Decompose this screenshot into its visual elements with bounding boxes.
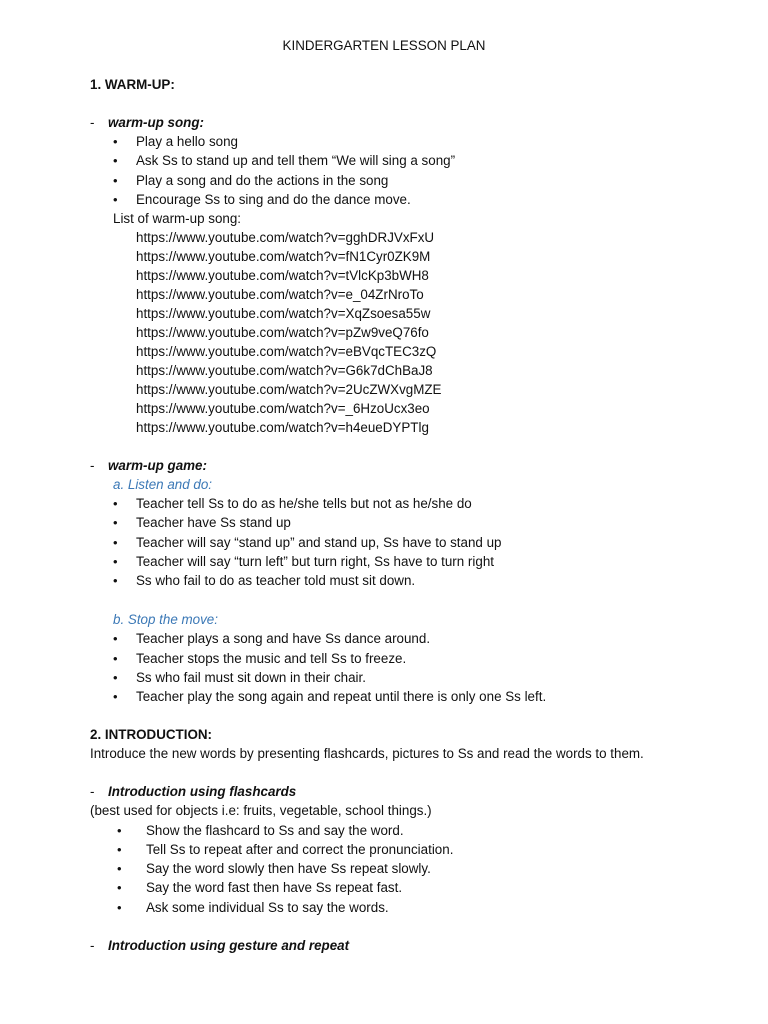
list-label: List of warm-up song: [113, 211, 242, 226]
list-item-text: Encourage Ss to sing and do the dance move. [136, 192, 411, 207]
list-item-text: Play a song and do the actions in the song [136, 173, 389, 188]
list-item-text: Teacher play the song again and repeat until there is only one Ss left. [136, 689, 547, 704]
song-link[interactable]: https://www.youtube.com/watch?v=e_04ZrNroTo [136, 287, 424, 302]
bullet-icon: • [113, 496, 118, 511]
bullet-icon: • [113, 689, 118, 704]
list-item-text: Show the flashcard to Ss and say the word. [146, 823, 404, 838]
bullet-icon: • [113, 153, 118, 168]
bullet-icon: • [113, 535, 118, 550]
paragraph-intro: Introduce the new words by presenting flashcards, pictures to Ss and read the words to them. [90, 746, 644, 761]
bullet-icon: • [113, 192, 118, 207]
bullet-icon: • [117, 880, 122, 895]
list-item-text: Ask Ss to stand up and tell them “We will sing a song” [136, 153, 456, 168]
list-item-text: Teacher have Ss stand up [136, 515, 291, 530]
list-item-text: Ss who fail to do as teacher told must sit down. [136, 573, 416, 588]
bullet-icon: • [117, 900, 122, 915]
list-item-text: Teacher tell Ss to do as he/she tells but not as he/she do [136, 496, 472, 511]
song-link[interactable]: https://www.youtube.com/watch?v=_6HzoUcx3eo [136, 401, 430, 416]
list-item-text: Teacher plays a song and have Ss dance around. [136, 631, 431, 646]
subsection-listen-and-do: a. Listen and do: [113, 477, 213, 492]
bullet-icon: • [113, 573, 118, 588]
list-item-text: Ask some individual Ss to say the words. [146, 900, 389, 915]
bullet-icon: • [113, 670, 118, 685]
bullet-icon: • [117, 861, 122, 876]
bullet-icon: • [113, 173, 118, 188]
song-link[interactable]: https://www.youtube.com/watch?v=G6k7dChBaJ8 [136, 363, 433, 378]
song-link[interactable]: https://www.youtube.com/watch?v=fN1Cyr0ZK9M [136, 249, 431, 264]
subheading-flashcards: Introduction using flashcards [108, 784, 297, 799]
list-item-text: Teacher stops the music and tell Ss to freeze. [136, 651, 407, 666]
list-item-text: Teacher will say “stand up” and stand up, Ss have to stand up [136, 535, 502, 550]
note-text: (best used for objects i.e: fruits, vegetable, school things.) [90, 803, 432, 818]
subheading-gesture: Introduction using gesture and repeat [108, 938, 350, 953]
dash-marker: - [90, 938, 95, 953]
song-link[interactable]: https://www.youtube.com/watch?v=h4eueDYPTlg [136, 420, 429, 435]
song-link[interactable]: https://www.youtube.com/watch?v=XqZsoesa55w [136, 306, 431, 321]
section-heading-introduction: 2. INTRODUCTION: [90, 727, 212, 742]
section-heading-warmup: 1. WARM-UP: [90, 77, 175, 92]
dash-marker: - [90, 458, 95, 473]
list-item-text: Say the word slowly then have Ss repeat slowly. [146, 861, 431, 876]
list-item-text: Teacher will say “turn left” but turn right, Ss have to turn right [136, 554, 494, 569]
page-title: KINDERGARTEN LESSON PLAN [282, 38, 486, 53]
list-item-text: Tell Ss to repeat after and correct the pronunciation. [146, 842, 454, 857]
bullet-icon: • [113, 515, 118, 530]
list-item-text: Say the word fast then have Ss repeat fast. [146, 880, 403, 895]
list-item-text: Ss who fail must sit down in their chair. [136, 670, 366, 685]
dash-marker: - [90, 784, 95, 799]
subheading-warmup-song: warm-up song: [108, 115, 204, 130]
list-item-text: Play a hello song [136, 134, 238, 149]
subheading-warmup-game: warm-up game: [108, 458, 207, 473]
bullet-icon: • [117, 842, 122, 857]
song-link[interactable]: https://www.youtube.com/watch?v=pZw9veQ76fo [136, 325, 429, 340]
subsection-stop-the-move: b. Stop the move: [113, 612, 218, 627]
dash-marker: - [90, 115, 95, 130]
bullet-icon: • [113, 631, 118, 646]
bullet-icon: • [117, 823, 122, 838]
bullet-icon: • [113, 554, 118, 569]
song-link[interactable]: https://www.youtube.com/watch?v=tVlcKp3bWH8 [136, 268, 429, 283]
song-link[interactable]: https://www.youtube.com/watch?v=eBVqcTEC3zQ [136, 344, 437, 359]
song-link[interactable]: https://www.youtube.com/watch?v=gghDRJVxFxU [136, 230, 435, 245]
bullet-icon: • [113, 134, 118, 149]
song-link[interactable]: https://www.youtube.com/watch?v=2UcZWXvgMZE [136, 382, 442, 397]
bullet-icon: • [113, 651, 118, 666]
